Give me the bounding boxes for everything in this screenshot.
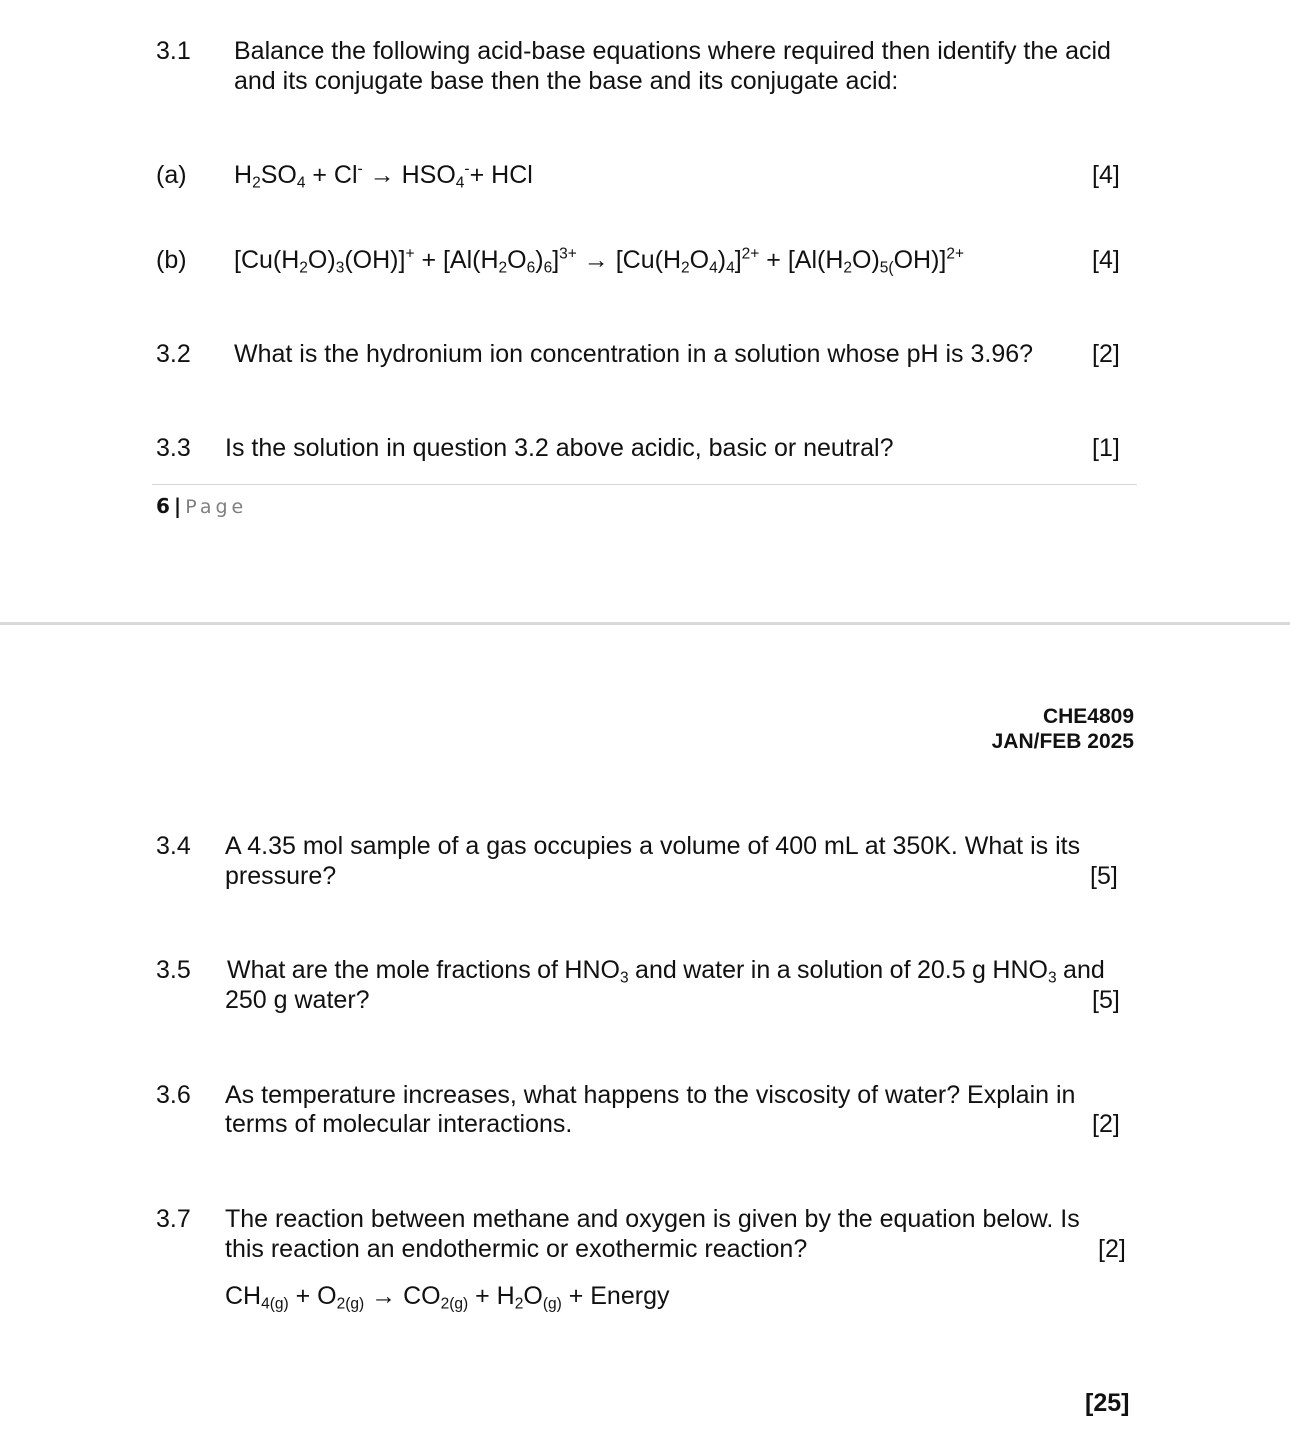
- equation-b: $[Cu(H_2O)_3(OH)]^+ + [Al(H_2O_6)_6]^{3+} \to [Cu(H_2O_4)_4]^{2+} + [Al(H_2O)_{5(}OH)]^{2+}$: [234, 245, 965, 277]
- marks-b: [4]: [1092, 246, 1120, 274]
- marks-3-5: [5]: [1092, 986, 1120, 1014]
- question-number-3-7: 3.7: [156, 1205, 191, 1233]
- question-number-3-2: 3.2: [156, 340, 191, 368]
- question-3-1-line-1: Balance the following acid-base equations where required then identify the acid: [234, 37, 1111, 65]
- marks-a: [4]: [1092, 161, 1120, 189]
- total-marks: [25]: [1085, 1389, 1130, 1417]
- question-3-5-line-1: What are the mole fractions of $HNO_3$ and water in a solution of 20.5 g $HNO_3$ and: [227, 956, 1105, 987]
- page-number: 6: [156, 494, 170, 518]
- question-3-2-text: What is the hydronium ion concentration in a solution whose pH is 3.96?: [234, 340, 1034, 368]
- question-3-5-line-2: 250 g water?: [225, 986, 370, 1014]
- question-3-3-text: Is the solution in question 3.2 above acidic, basic or neutral?: [225, 434, 894, 462]
- question-number-3-5: 3.5: [156, 956, 191, 984]
- exam-session: JAN/FEB 2025: [991, 730, 1134, 753]
- question-3-4-line-1: A 4.35 mol sample of a gas occupies a volume of 400 mL at 350K. What is its: [225, 832, 1081, 860]
- question-3-1-line-2: and its conjugate base then the base and its conjugate acid:: [234, 67, 899, 95]
- marks-3-6: [2]: [1092, 1110, 1120, 1138]
- marks-3-3: [1]: [1092, 434, 1120, 462]
- equation-methane-combustion: $CH_{4(g)} + O_{2(g)} \to CO_{2(g)} + H_2O_{(g)}$ + Energy: [225, 1282, 670, 1313]
- part-b-label: (b): [156, 246, 187, 274]
- marks-3-2: [2]: [1092, 340, 1120, 368]
- footer-separator: |: [173, 494, 182, 518]
- question-3-7-line-2: this reaction an endothermic or exothermic reaction?: [225, 1235, 808, 1263]
- question-3-4-line-2: pressure?: [225, 862, 337, 890]
- part-a-label: (a): [156, 161, 187, 189]
- question-number-3-1: 3.1: [156, 37, 191, 65]
- question-3-7-line-1: The reaction between methane and oxygen is given by the equation below. Is: [225, 1205, 1080, 1233]
- question-3-6-line-1: As temperature increases, what happens to the viscosity of water? Explain in: [225, 1081, 1076, 1109]
- course-code: CHE4809: [1042, 705, 1134, 728]
- page-header: [992, 704, 1134, 754]
- page-break-divider: [0, 622, 1290, 625]
- question-number-3-4: 3.4: [156, 832, 191, 860]
- question-number-3-3: 3.3: [156, 434, 191, 462]
- question-3-6-line-2: terms of molecular interactions.: [225, 1110, 573, 1138]
- marks-3-7: [2]: [1098, 1235, 1126, 1263]
- question-number-3-6: 3.6: [156, 1081, 191, 1109]
- marks-3-4: [5]: [1090, 862, 1118, 890]
- footer-divider: [152, 484, 1137, 485]
- page-word: Page: [185, 496, 248, 518]
- page-footer: [156, 491, 247, 520]
- equation-a: $H_2SO_4 + Cl^- \to HSO_4^-+$ HCl: [234, 160, 533, 192]
